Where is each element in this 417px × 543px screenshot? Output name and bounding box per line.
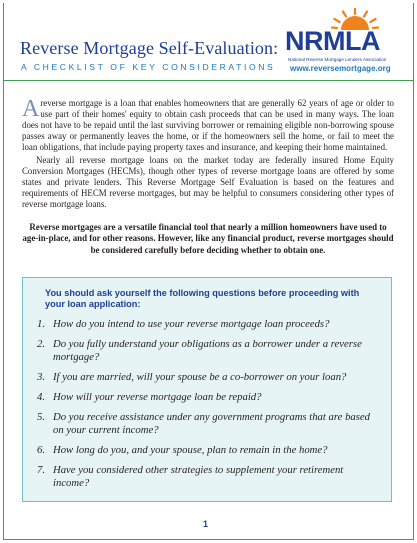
- logo-tagline: National Reverse Mortgage Lenders Association: [288, 57, 387, 62]
- question-item: [37, 371, 382, 384]
- drop-cap: A: [22, 96, 40, 122]
- question-text: Have you considered other strategies to supplement your retirement income?: [53, 464, 344, 489]
- question-list: [37, 318, 382, 497]
- question-text: Do you fully understand your obligations as a borrower under a reverse mortgage?: [53, 338, 362, 363]
- question-number: 3.: [37, 370, 46, 383]
- checklist-heading: You should ask yourself the following questions before proceeding with your loan application:: [45, 288, 360, 310]
- question-text: How long do you, and your spouse, plan to remain in the home?: [53, 444, 328, 457]
- question-item: [37, 444, 382, 457]
- question-number: 5.: [37, 411, 46, 424]
- page-number: 1: [202, 519, 208, 529]
- question-number: 6.: [37, 444, 46, 457]
- question-number: 2.: [37, 338, 46, 351]
- page-title: Reverse Mortgage Self-Evaluation:: [20, 38, 279, 58]
- question-item: [37, 338, 382, 363]
- intro-paragraph-1: [22, 98, 394, 153]
- nrmla-logo: [283, 8, 399, 72]
- question-text: If you are married, will your spouse be a co-borrower on your loan?: [53, 370, 347, 383]
- checklist-box: [22, 277, 392, 502]
- question-number: 7.: [37, 464, 46, 477]
- website-link[interactable]: www.reversemortgage.org: [290, 64, 391, 73]
- question-text: How do you intend to use your reverse mortgage loan proceeds?: [53, 318, 330, 330]
- question-text: How will your reverse mortgage loan be repaid?: [53, 391, 262, 404]
- header-divider: [3, 80, 414, 81]
- question-item: [37, 391, 382, 404]
- question-item: [37, 411, 382, 436]
- question-item: [37, 464, 382, 489]
- question-number: 1.: [37, 318, 46, 330]
- page-subtitle: A CHECKLIST OF KEY CONSIDERATIONS: [21, 62, 276, 72]
- question-text: Do you receive assistance under any government programs that are based on your current income?: [53, 411, 370, 436]
- logo-wordmark: NRMLA: [285, 26, 380, 56]
- intro-paragraph-2: Nearly all reverse mortgage loans on the market today are federally insured Home Equity Conversion Mortgages (HECMs), though other types of reverse mortgage loans are offered by some states and private lenders. This Reverse Mortgage Self Evaluation is based on the features and requirements of HECM reverse mortgages, but may be helpful to consumers considering other types of reverse mortgage loans.: [22, 155, 394, 210]
- question-item: [37, 318, 382, 331]
- emphasis-paragraph: Reverse mortgages are a versatile financial tool that nearly a million homeowners have used to age-in-place, and for other reasons. However, like any financial product, reverse mortgages should be considered carefully before deciding whether to obtain one.: [22, 222, 394, 255]
- intro-paragraph-1-text: reverse mortgage is a loan that enables homeowners that are generally 62 years of age or older to use part of their homes' equity to obtain cash proceeds that can be used in many ways. The loan does not have to be repaid until the last surviving borrower or remaining eligible non-borrowing spouse passes away or permanently leaves the home, or if the homeowners sell the home, or fail to meet the loan obligations, that include paying property taxes and insurance, and keeping their home maintained.: [22, 98, 394, 153]
- question-number: 4.: [37, 391, 46, 404]
